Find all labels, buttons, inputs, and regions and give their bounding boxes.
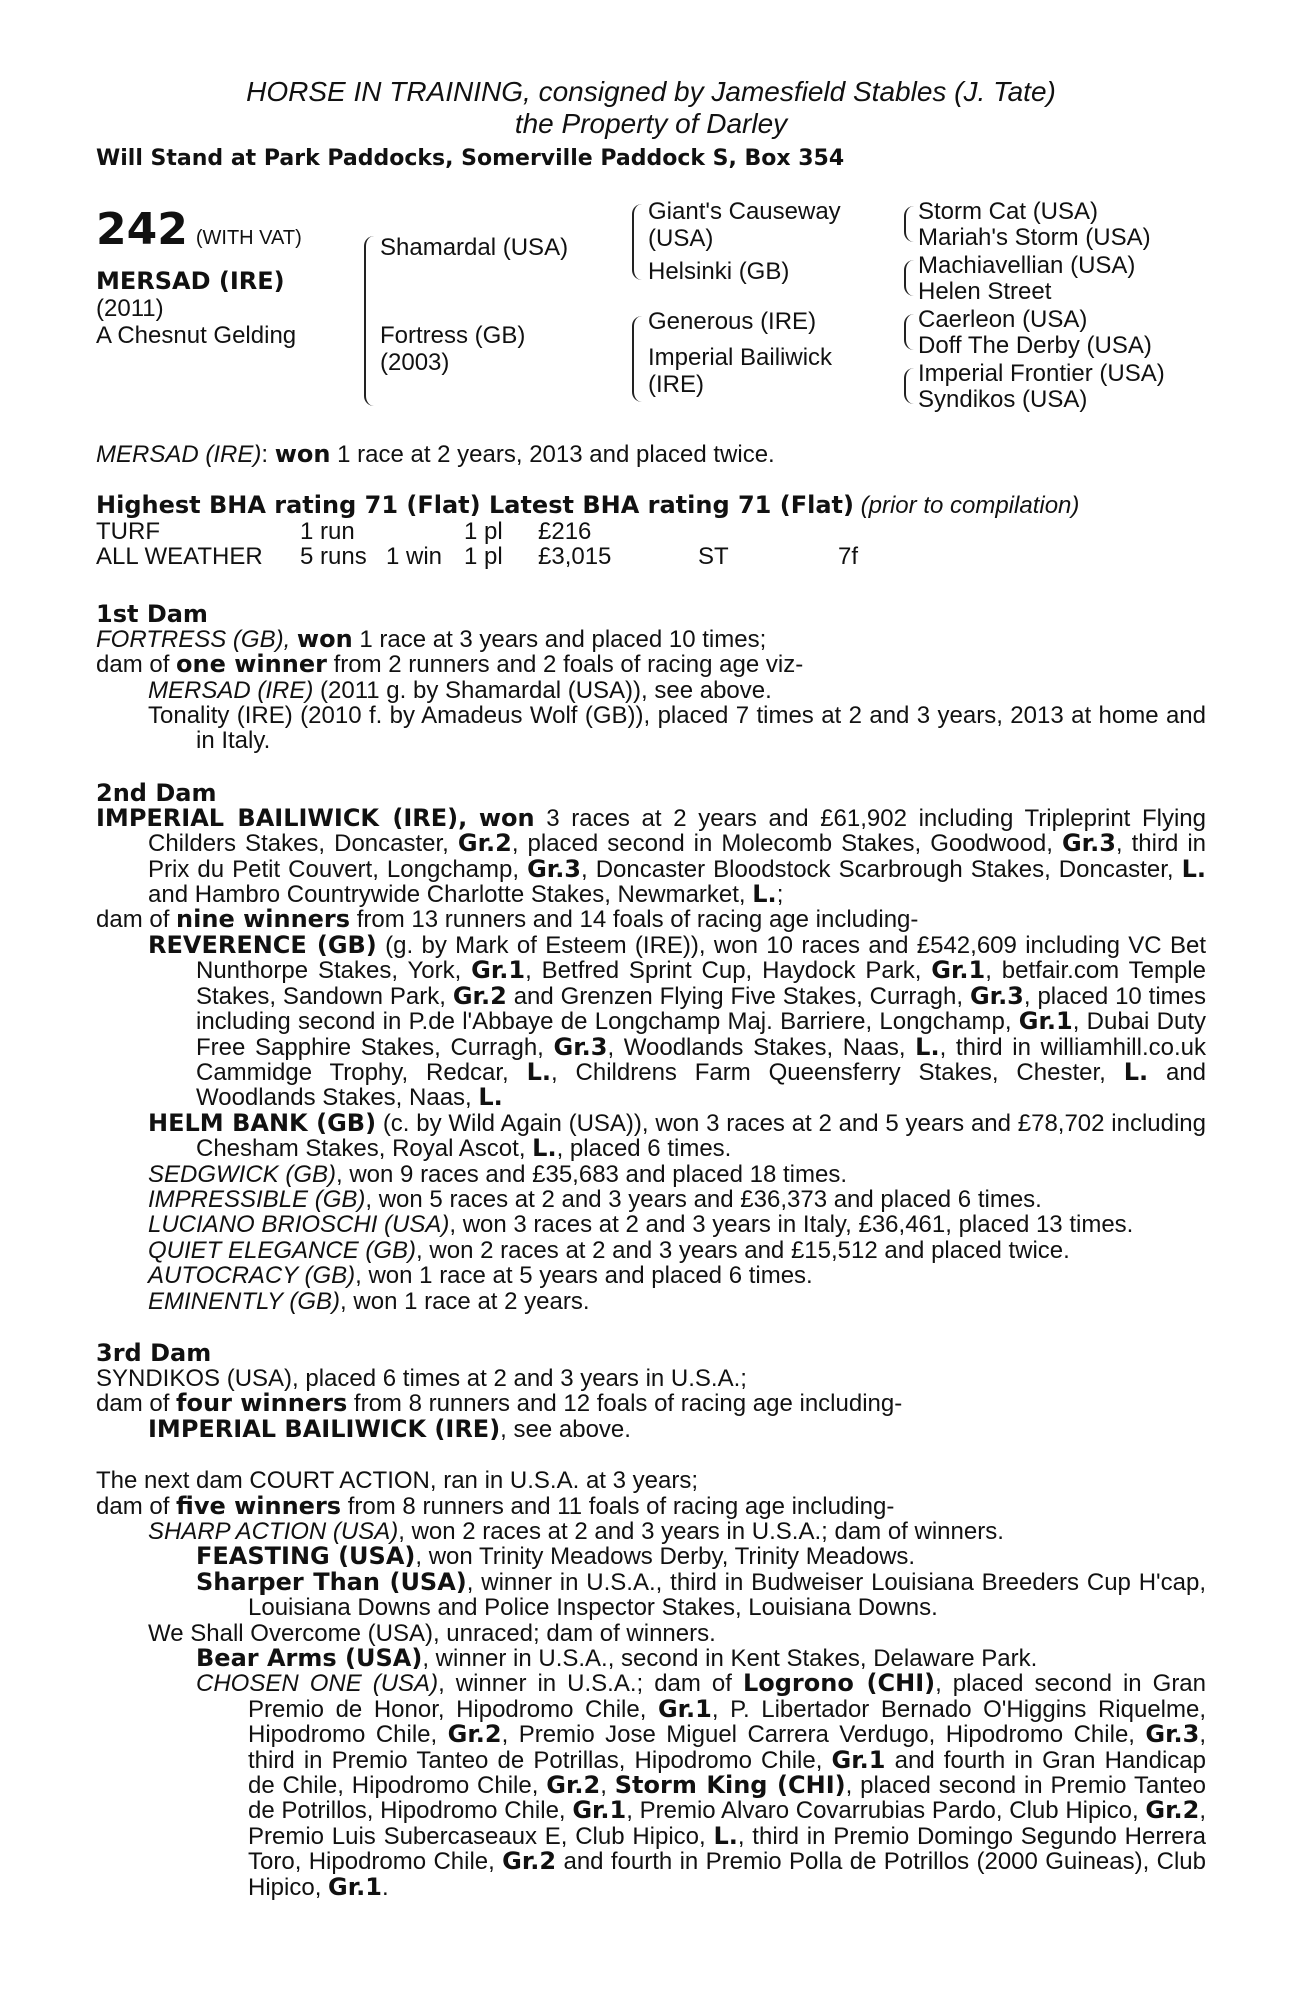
text-run: , third in williamhill.co.uk Cammidge Trophy, Redcar,: [196, 1033, 1207, 1086]
text-run: , won 2 races at 2 and 3 years in U.S.A.; dam of winners.: [398, 1518, 1004, 1545]
text-run: CHOSEN ONE (USA): [196, 1670, 439, 1698]
dam-sire: Generous (IRE): [648, 308, 817, 335]
produce-imperial-bailiwick: [96, 1414, 1206, 1443]
text-run: FEASTING (USA): [196, 1542, 416, 1571]
text-run: Gr.2: [502, 1847, 557, 1876]
text-run: , won 5 races at 2 and 3 years and £36,373 and placed 6 times.: [365, 1185, 1042, 1213]
text-run: , placed second in Gran Premio de Honor, Hipodromo Chile,: [248, 1670, 1207, 1723]
produce-rest: from 2 runners and 2 foals of racing age viz-: [333, 651, 804, 679]
text-run: , winner in U.S.A.; dam of: [438, 1670, 732, 1698]
lot-block: [96, 206, 302, 349]
turf-label: TURF: [96, 517, 160, 545]
text-run: and Grenzen Flying Five Stakes, Curragh,: [513, 982, 964, 1010]
produce-we-shall-overcome: We Shall Overcome (USA), unraced; dam of winners.: [148, 1619, 716, 1647]
produce-prefix: dam of: [96, 651, 170, 679]
text-run: ,: [600, 1772, 607, 1800]
text-run: QUIET ELEGANCE (GB): [148, 1236, 417, 1264]
sire-dam-bracket: [364, 236, 374, 406]
text-run: , third in Prix du Petit Couvert, Longchamp,: [148, 830, 1207, 883]
dam-dam-sire: Imperial Frontier (USA): [918, 360, 1165, 387]
text-run: , won 2 races at 2 and 3 years and £15,512 and placed twice.: [416, 1236, 1070, 1264]
summary-won: won: [274, 440, 331, 468]
text-run: , see above.: [500, 1415, 631, 1443]
text-run: L.: [752, 880, 777, 909]
sire-line-bracket: [632, 204, 642, 280]
text-run: and fourth in Gran Handicap de Chile, Hipodromo Chile,: [248, 1746, 1207, 1800]
text-run: Gr.3: [969, 981, 1024, 1010]
text-run: Gr.1: [572, 1796, 627, 1825]
text-run: (c. by Wild Again (USA)), won 3 races at 2 and 5 years and £78,702 including Chesham Stakes, Royal Ascot,: [196, 1109, 1206, 1163]
text-run: AUTOCRACY (GB): [148, 1262, 356, 1290]
stand-location: Will Stand at Park Paddocks, Somerville Paddock S, Box 354: [96, 146, 845, 171]
mersad-name: MERSAD (IRE): [148, 676, 314, 704]
text-run: HELM BANK (GB): [148, 1108, 377, 1137]
sire-sire: Giant's Causeway: [648, 198, 841, 225]
produce-luciano: [96, 1212, 1206, 1237]
text-run: dam of: [96, 1390, 170, 1418]
race-record-table: [96, 519, 1206, 571]
aw-win: 1 win: [386, 542, 443, 570]
pedigree-table: [96, 196, 1206, 436]
text-run: four winners: [176, 1389, 348, 1418]
text-run: , third in Premio Tanteo de Potrillas, Hipodromo Chile,: [248, 1721, 1207, 1774]
text-run: LUCIANO BRIOSCHI (USA): [148, 1211, 450, 1239]
aw-runs: 5 runs: [300, 542, 367, 570]
syndikos-record: SYNDIKOS (USA), placed 6 times at 2 and 3 years in U.S.A.;: [96, 1364, 747, 1392]
aw-surface: ST: [698, 542, 729, 570]
fortress-record: 1 race at 3 years and placed 10 times;: [359, 625, 767, 653]
bracket-3: [904, 314, 914, 350]
text-run: Gr.1: [328, 1872, 382, 1901]
text-run: , winner in U.S.A., third in Budweiser Louisiana Breeders Cup H'cap, Louisiana Downs and Police Inspector Stakes, Louisiana Downs.: [248, 1568, 1206, 1622]
rating-note: (prior to compilation): [860, 492, 1080, 520]
sire-sire-dam: Mariah's Storm (USA): [918, 224, 1151, 251]
dam-line-bracket: [632, 316, 642, 402]
sire-sire-sire: Storm Cat (USA): [918, 198, 1099, 225]
text-run: , third in Premio Domingo Segundo Herrera Toro, Hipodromo Chile,: [248, 1822, 1206, 1876]
text-run: , won 1 race at 2 years.: [340, 1287, 590, 1315]
produce-sedgwick: [96, 1162, 1206, 1187]
text-run: L.: [526, 1057, 552, 1086]
dam: Fortress (GB): [380, 322, 526, 349]
dam-sire-dam: Doff The Derby (USA): [918, 332, 1152, 359]
third-dam-produce: [96, 1391, 1206, 1416]
text-run: (g. by Mark of Esteem (IRE)), won 10 races and £542,609 including VC Bet Nunthorpe Stakes, York,: [196, 931, 1206, 985]
text-run: L.: [915, 1032, 940, 1061]
second-dam-produce: [96, 907, 1206, 932]
text-run: , placed 6 times.: [556, 1135, 732, 1163]
text-run: and Hambro Countrywide Charlotte Stakes, Newmarket,: [148, 881, 746, 909]
consignor-line: HORSE IN TRAINING, consigned by Jamesfield Stables (J. Tate): [246, 76, 1056, 107]
text-run: , Premio Alvaro Covarrubias Pardo, Club Hipico,: [626, 1797, 1139, 1825]
text-run: SEDGWICK (GB): [148, 1160, 337, 1188]
text-run: L.: [1123, 1057, 1149, 1086]
text-run: , placed 10 times including second in P.de l'Abbaye de Longchamp Maj. Barriere, Longchamp,: [196, 982, 1207, 1036]
text-run: , betfair.com Temple Stakes, Sandown Park,: [196, 957, 1206, 1010]
produce-feasting: [96, 1544, 1206, 1569]
summary-rest: 1 race at 2 years, 2013 and placed twice.: [337, 441, 775, 468]
text-run: Gr.2: [546, 1771, 601, 1800]
text-run: Sharper Than (USA): [196, 1567, 467, 1596]
sire-dam-dam: Helen Street: [918, 278, 1052, 305]
rating-line: [96, 493, 1206, 518]
sire-dam-sire: Machiavellian (USA): [918, 252, 1136, 279]
produce-impressible: [96, 1187, 1206, 1212]
text-run: Gr.3: [553, 1032, 608, 1061]
produce-autocracy: [96, 1263, 1206, 1288]
text-run: , Betfred Sprint Cup, Haydock Park,: [525, 957, 922, 985]
fortress-name: FORTRESS (GB),: [96, 625, 291, 653]
bracket-1: [904, 206, 914, 242]
text-run: L.: [713, 1821, 738, 1850]
text-run: L.: [478, 1083, 503, 1112]
foaling-year: (2011): [96, 295, 164, 322]
dam-dam-country: (IRE): [648, 371, 704, 398]
text-run: , Premio Jose Miguel Carrera Verdugo, Hipodromo Chile,: [501, 1721, 1135, 1749]
text-run: IMPRESSIBLE (GB): [148, 1185, 366, 1213]
text-run: Gr.2: [447, 1720, 502, 1749]
horse-description: A Chesnut Gelding: [96, 322, 297, 349]
aw-placed: 1 pl: [464, 542, 503, 570]
summary-horse: MERSAD (IRE): [96, 441, 262, 468]
text-run: .: [381, 1873, 389, 1901]
text-run: , placed second in Premio Tanteo de Potrillos, Hipodromo Chile,: [248, 1772, 1207, 1825]
text-run: from 8 runners and 11 foals of racing age including-: [347, 1492, 895, 1520]
race-summary: MERSAD (IRE): won 1 race at 2 years, 2013 and placed twice.: [96, 440, 775, 468]
next-dam-produce: [96, 1491, 1206, 1520]
produce-quiet-elegance: [96, 1238, 1206, 1263]
text-run: Gr.2: [457, 829, 512, 858]
text-run: five winners: [176, 1491, 342, 1520]
produce-eminently: [96, 1289, 1206, 1314]
first-dam-produce: [96, 652, 1206, 677]
text-run: won: [478, 803, 535, 832]
text-run: from 8 runners and 12 foals of racing age including-: [353, 1390, 903, 1418]
dam-dam: Imperial Bailiwick: [648, 344, 833, 371]
text-run: , winner in U.S.A., second in Kent Stakes, Delaware Park.: [422, 1645, 1038, 1673]
bracket-4: [904, 368, 914, 404]
text-run: and fourth in Premio Polla de Potrillos (2000 Guineas), Club Hipico,: [248, 1848, 1206, 1901]
text-run: nine winners: [176, 905, 351, 934]
text-run: Gr.1: [1018, 1007, 1073, 1036]
dam-sire-sire: Caerleon (USA): [918, 306, 1088, 333]
rating-bold: Highest BHA rating 71 (Flat) Latest BHA rating 71 (Flat): [96, 491, 854, 520]
text-run: IMPERIAL BAILIWICK (IRE),: [96, 803, 468, 832]
dam-year: (2003): [380, 349, 450, 376]
text-run: REVERENCE (GB): [148, 930, 377, 959]
text-run: Gr.1: [471, 956, 526, 985]
text-run: Gr.1: [657, 1694, 712, 1723]
next-dam-record: The next dam COURT ACTION, ran in U.S.A. at 3 years;: [96, 1467, 698, 1495]
text-run: , won 9 races and £35,683 and placed 18 times.: [336, 1160, 848, 1188]
text-run: Storm King (CHI): [614, 1771, 846, 1800]
text-run: ;: [776, 881, 784, 909]
produce-winners: one winner: [176, 650, 327, 679]
produce-reverence: [96, 930, 1207, 1112]
produce-bear-arms: [96, 1646, 1206, 1671]
text-run: , Premio Luis Subercaseaux E, Club Hipico,: [248, 1797, 1207, 1850]
mersad-detail: (2011 g. by Shamardal (USA)), see above.: [320, 676, 772, 704]
turf-placed: 1 pl: [464, 517, 503, 545]
text-run: L.: [1181, 854, 1206, 883]
first-dam-heading: 1st Dam: [96, 599, 208, 628]
text-run: 3 races at 2 years and £61,902 including Tripleprint Flying Childers Stakes, Doncaster,: [148, 804, 1206, 858]
fortress-won: won: [296, 624, 353, 653]
aw-distance: 7f: [838, 542, 859, 570]
sire-sire-country: (USA): [648, 225, 714, 252]
text-run: Gr.3: [527, 854, 582, 883]
text-run: , won 1 race at 5 years and placed 6 times.: [355, 1262, 813, 1290]
text-run: Gr.2: [452, 981, 507, 1010]
text-run: Logrono (CHI): [742, 1669, 936, 1698]
third-dam-heading: 3rd Dam: [96, 1338, 212, 1367]
produce-sharper-than: [96, 1567, 1206, 1622]
turf-money: £216: [538, 517, 592, 545]
text-run: Gr.3: [1145, 1720, 1200, 1749]
produce-tonality: Tonality (IRE) (2010 f. by Amadeus Wolf (GB)), placed 7 times at 2 and 3 years, 2013 at home and in Italy.: [148, 702, 1206, 755]
text-run: Gr.1: [931, 956, 986, 985]
text-run: Gr.3: [1061, 829, 1116, 858]
sire-dam: Helsinki (GB): [648, 258, 790, 285]
horse-name: MERSAD (IRE): [96, 267, 285, 295]
text-run: , won Trinity Meadows Derby, Trinity Meadows.: [415, 1543, 916, 1571]
lot-number: 242: [96, 204, 188, 255]
second-dam-heading: 2nd Dam: [96, 778, 217, 807]
text-run: SHARP ACTION (USA): [148, 1518, 399, 1545]
catalogue-page: [96, 76, 1206, 1900]
text-run: Gr.2: [1145, 1796, 1200, 1825]
bracket-2: [904, 260, 914, 296]
vat-note: (WITH VAT): [195, 227, 302, 249]
sire: Shamardal (USA): [380, 234, 569, 261]
text-run: L.: [532, 1134, 557, 1163]
text-run: EMINENTLY (GB): [148, 1287, 341, 1315]
text-run: , Woodlands Stakes, Naas,: [607, 1033, 906, 1061]
text-run: from 13 runners and 14 foals of racing age including-: [356, 906, 919, 934]
text-run: , placed second in Molecomb Stakes, Goodwood,: [511, 830, 1053, 858]
text-run: dam of: [96, 1492, 170, 1520]
text-run: , Doncaster Bloodstock Scarbrough Stakes, Doncaster,: [581, 855, 1174, 883]
text-run: , won 3 races at 2 and 3 years in Italy, £36,461, placed 13 times.: [449, 1211, 1134, 1239]
text-run: Gr.1: [831, 1745, 886, 1774]
produce-mersad: [96, 678, 1206, 703]
text-run: and Woodlands Stakes, Naas,: [196, 1058, 1207, 1112]
owner-line: the Property of Darley: [514, 108, 788, 139]
aw-label: ALL WEATHER: [96, 542, 263, 570]
turf-runs: 1 run: [300, 517, 355, 545]
text-run: , Childrens Farm Queensferry Stakes, Chester,: [551, 1058, 1106, 1086]
aw-money: £3,015: [538, 542, 612, 570]
text-run: IMPERIAL BAILIWICK (IRE): [148, 1414, 501, 1443]
produce-sharp-action: [96, 1519, 1206, 1544]
imperial-bailiwick-record: [96, 803, 1207, 909]
text-run: , P. Libertador Bernado O'Higgins Riquelme, Hipodromo Chile,: [248, 1695, 1207, 1749]
produce-helm-bank: [96, 1108, 1206, 1163]
dam-dam-dam: Syndikos (USA): [918, 386, 1088, 413]
text-run: Bear Arms (USA): [196, 1644, 423, 1673]
produce-chosen-one: [96, 1671, 1206, 1900]
first-dam-line: [96, 624, 1206, 653]
text-run: , Dubai Duty Free Sapphire Stakes, Curragh,: [196, 1008, 1206, 1061]
text-run: dam of: [96, 906, 170, 934]
